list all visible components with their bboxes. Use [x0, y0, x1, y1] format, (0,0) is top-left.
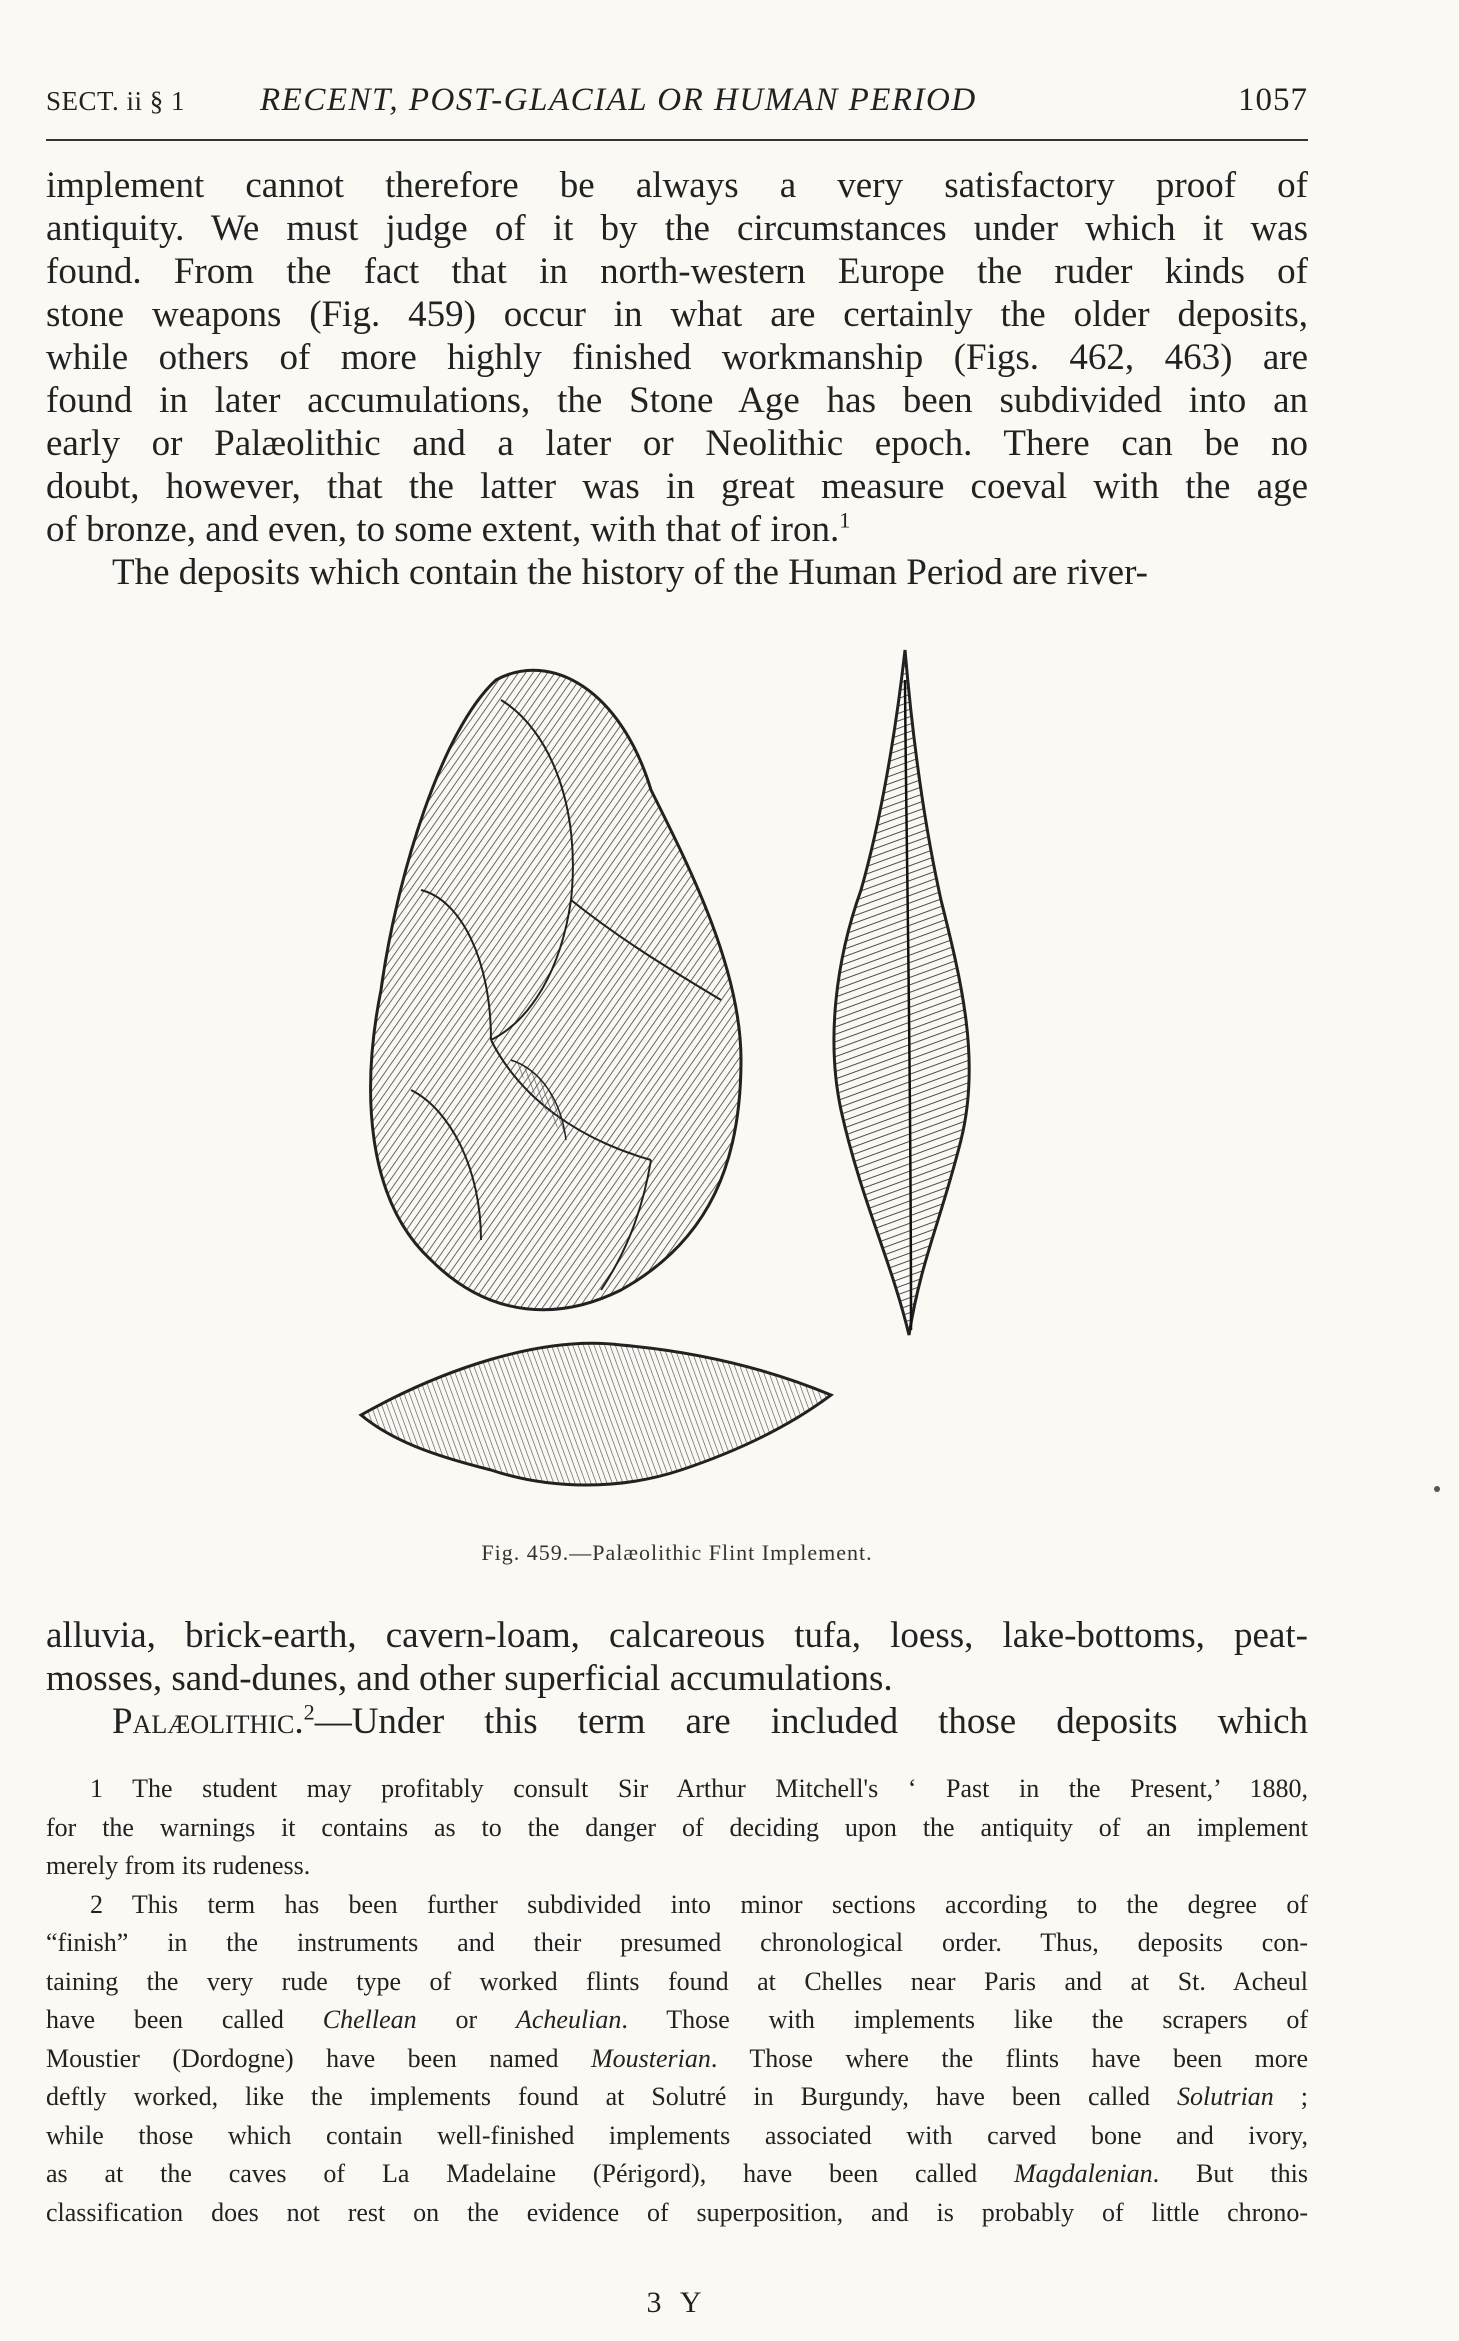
- text-line: The deposits which contain the history of the Human Period are river-: [112, 552, 1148, 593]
- paragraph-palaeolithic: [46, 1700, 1308, 1743]
- margin-mark: [1434, 1486, 1440, 1492]
- figure-caption: Fig. 459.—Palæolithic Flint Implement.: [481, 1540, 873, 1565]
- term-magdalenian: Magdalenian: [1013, 2159, 1153, 2188]
- text-line: Palæolithic.$^2$—Under this term are included those deposits which: [112, 1699, 1308, 1742]
- signature-mark: 3 Y: [646, 2286, 708, 2319]
- paragraph-deposits-continued: [46, 1614, 1308, 1700]
- text-line: found in later accumulations, the Stone Age has been subdivided into an: [46, 380, 1308, 421]
- footnote-line: taining the very rude type of worked flints found at Chelles near Paris and at St. Acheul: [46, 1966, 1308, 1996]
- footnote-line: “finish” in the instruments and their presumed chronological order. Thus, deposits con-: [46, 1928, 1308, 1957]
- section-reference: SECT. ii § 1: [46, 86, 186, 116]
- footnote-ref-2[interactable]: 2: [303, 1699, 315, 1725]
- running-title: RECENT, POST-GLACIAL OR HUMAN PERIOD: [260, 82, 977, 118]
- header-rule: [46, 139, 1308, 141]
- footnote-line: 2 This term has been further subdivided into minor sections according to the degree of: [90, 1889, 1308, 1919]
- footnote-line: Moustier (Dordogne) have been named Mousterian. Those where the flints have been more: [46, 2043, 1308, 2073]
- footnote-line: as at the caves of La Madelaine (Périgord), have been called Magdalenian. But this: [46, 2159, 1308, 2188]
- side-view: [834, 650, 969, 1335]
- text-line: alluvia, brick-earth, cavern-loam, calcareous tufa, loess, lake-bottoms, peat-: [46, 1615, 1308, 1656]
- text-line: mosses, sand-dunes, and other superficial accumulations.: [46, 1658, 893, 1699]
- term-acheulian: Acheulian: [515, 2005, 622, 2034]
- text-line: found. From the fact that in north-western Europe the ruder kinds of: [46, 251, 1308, 292]
- term-mousterian: Mousterian: [590, 2043, 711, 2073]
- term-solutrian: Solutrian: [1177, 2082, 1274, 2111]
- footnote-1: [46, 1770, 1308, 1886]
- cross-section-view: [361, 1343, 831, 1485]
- page-number: 1057: [1238, 82, 1308, 118]
- footnote-2: [46, 1886, 1308, 2233]
- text-line: stone weapons (Fig. 459) occur in what are certainly the older deposits,: [46, 294, 1308, 335]
- book-page: [46, 0, 1308, 2341]
- text-line: antiquity. We must judge of it by the circumstances under which it was: [46, 208, 1308, 249]
- footnote-line: deftly worked, like the implements found at Solutré in Burgundy, have been called Solutrian ;: [46, 2082, 1308, 2111]
- text-line: doubt, however, that the latter was in great measure coeval with the age: [46, 466, 1308, 507]
- text-line: while others of more highly finished workmanship (Figs. 462, 463) are: [46, 337, 1308, 378]
- footnote-line: 1 The student may profitably consult Sir Arthur Mitchell's ‘ Past in the Present,’ 1880,: [90, 1774, 1308, 1803]
- paragraph-deposits: [46, 551, 1308, 594]
- footnotes: [46, 1770, 1308, 2232]
- paragraph-stone-age: [46, 164, 1308, 551]
- flint-implement-figure: [321, 640, 1021, 1520]
- palaeolithic-heading: Palæolithic.: [112, 1701, 304, 1742]
- footnote-ref-1[interactable]: 1: [839, 507, 851, 533]
- footnote-line: classification does not rest on the evidence of superposition, and is probably of little chrono-: [46, 2197, 1308, 2227]
- footnote-line: while those which contain well-finished implements associated with carved bone and ivory,: [46, 2120, 1308, 2150]
- footnote-line: merely from its rudeness.: [46, 1851, 311, 1880]
- text-line: of bronze, and even, to some extent, with that of iron.$^1$: [46, 507, 851, 550]
- text-line: early or Palæolithic and a later or Neolithic epoch. There can be no: [46, 423, 1308, 464]
- front-view: [371, 670, 741, 1309]
- text-line: implement cannot therefore be always a very satisfactory proof of: [46, 165, 1308, 206]
- running-head: [46, 82, 1308, 122]
- term-chellean: Chellean: [322, 2005, 417, 2034]
- footnote-line: have been called Chellean or Acheulian. Those with implements like the scrapers of: [46, 2005, 1308, 2034]
- flint-implement-illustration: [321, 640, 1021, 1520]
- footnote-line: for the warnings it contains as to the danger of deciding upon the antiquity of an implement: [46, 1812, 1308, 1842]
